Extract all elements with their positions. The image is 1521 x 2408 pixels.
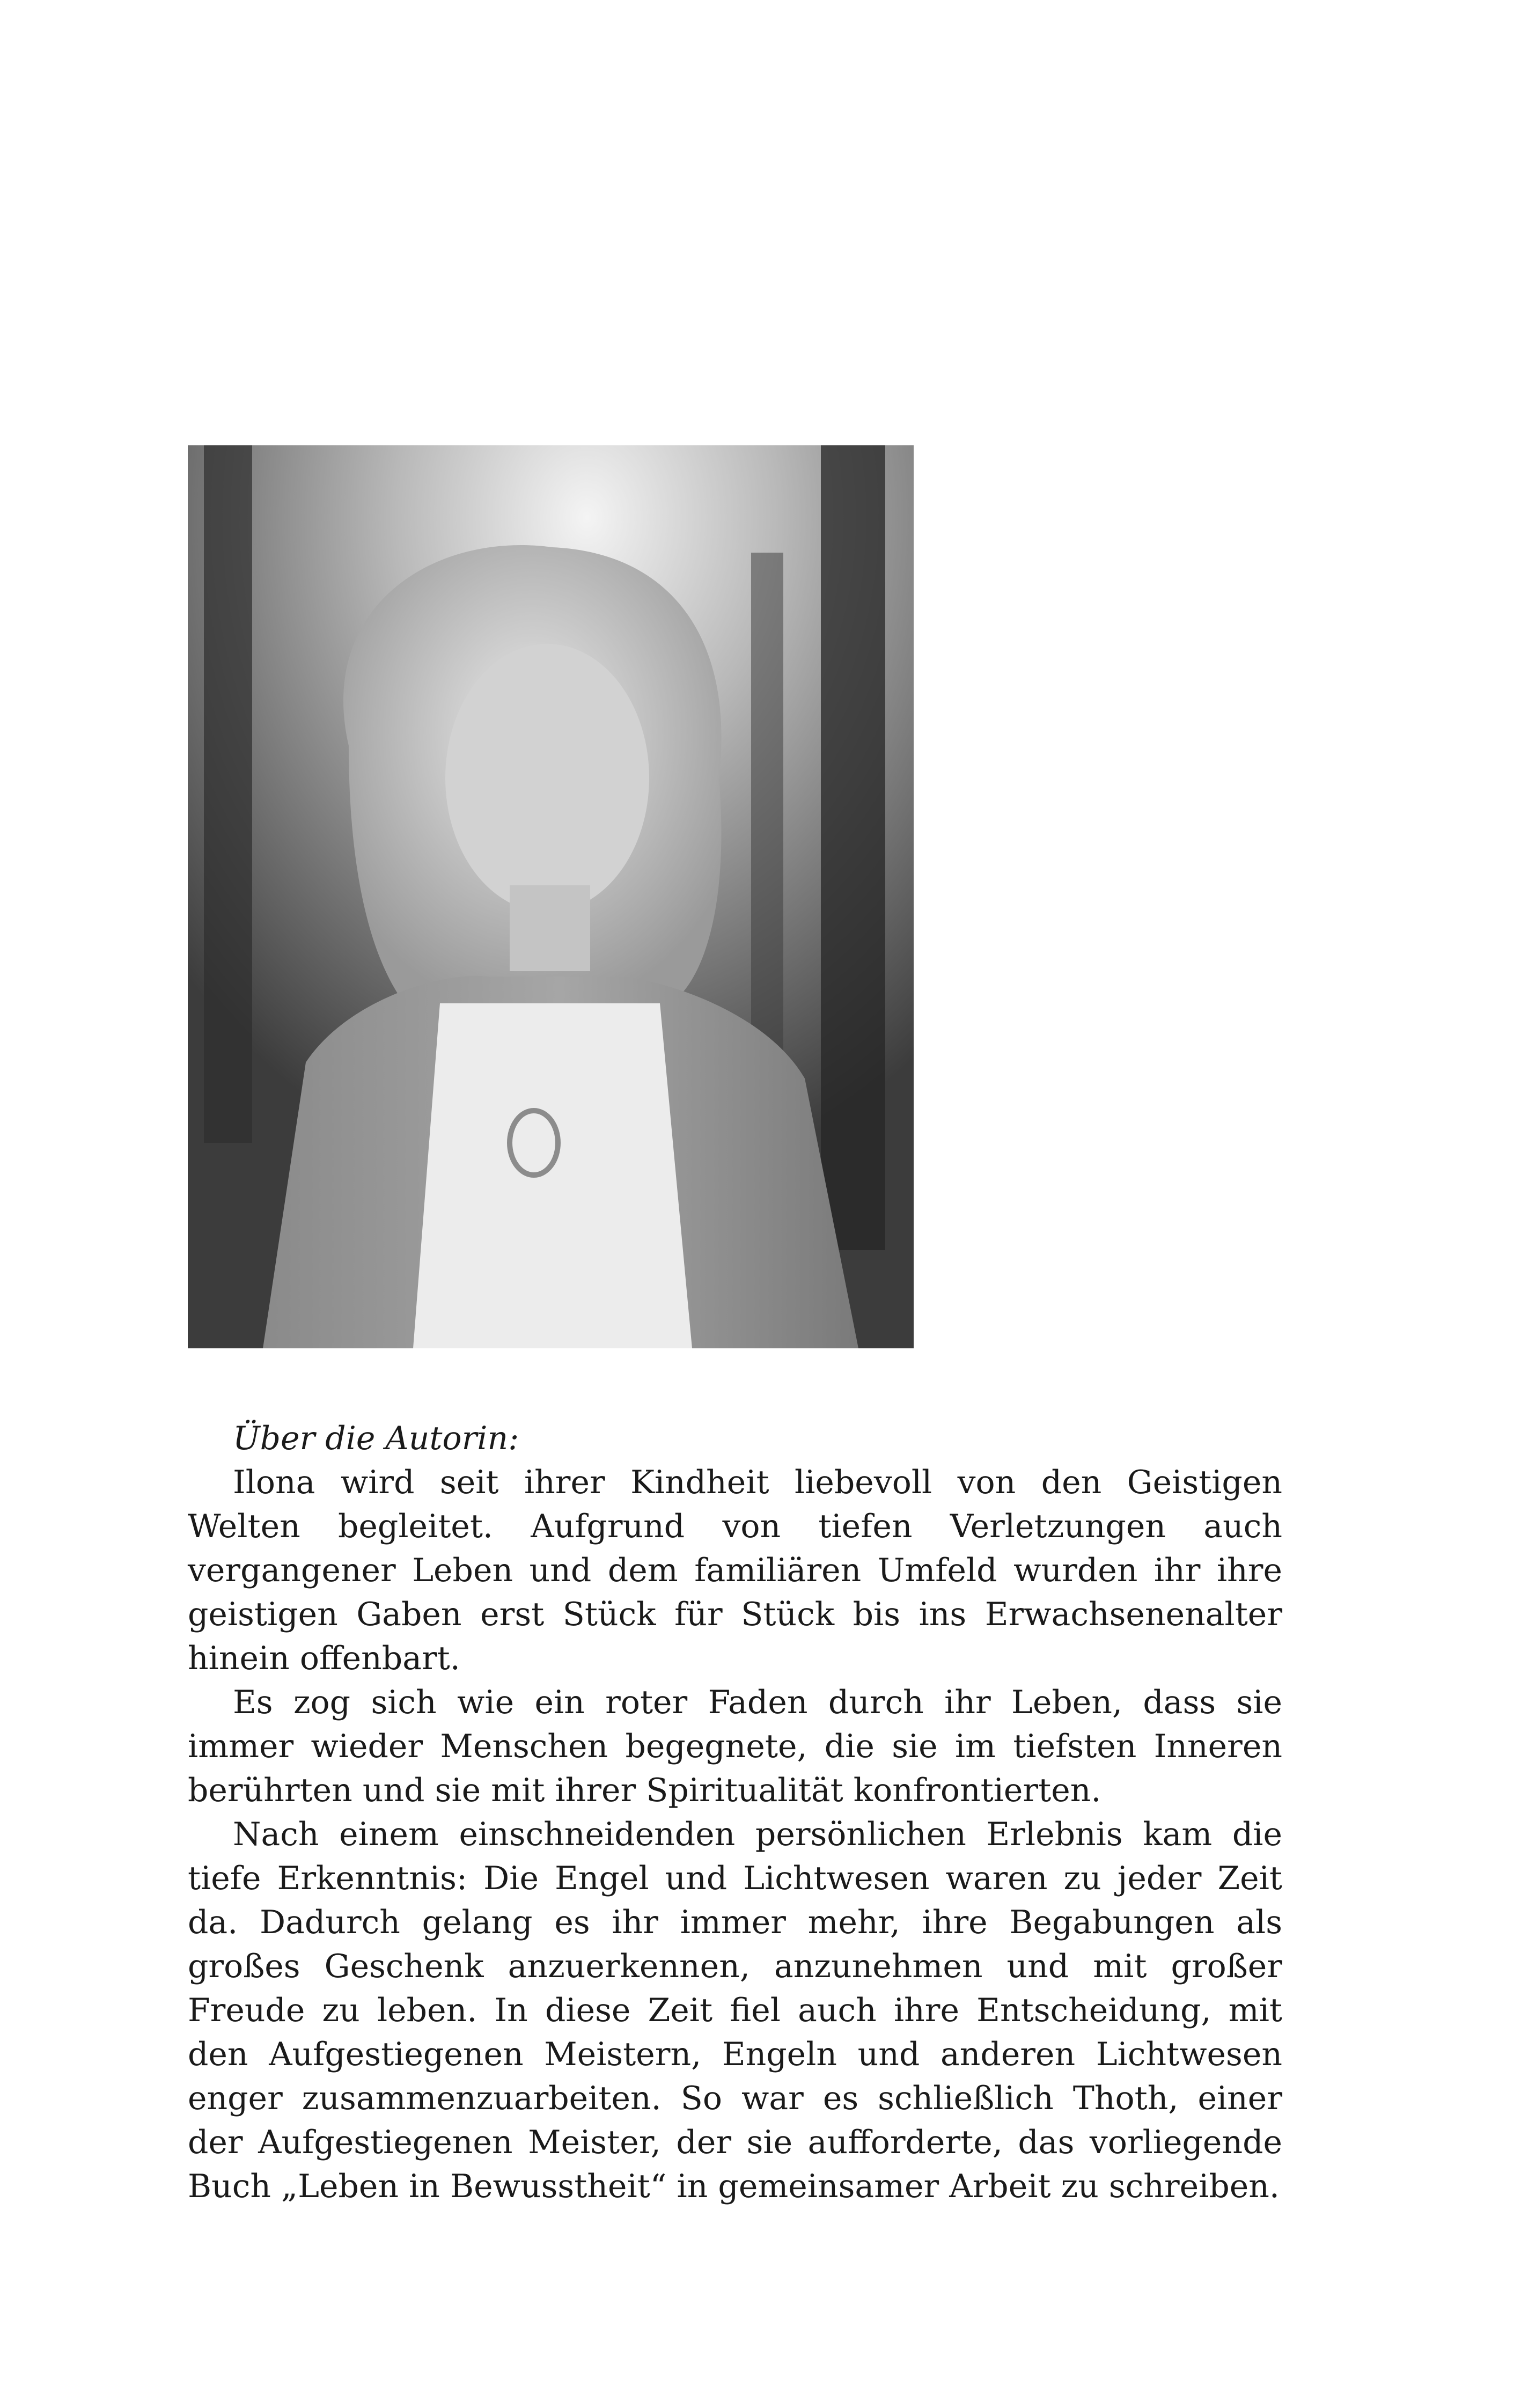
bio-heading: Über die Autorin: bbox=[233, 1420, 519, 1457]
author-bio bbox=[188, 1416, 1282, 2208]
bio-paragraph: Ilona wird seit ihrer Kindheit liebevoll von den Geistigen Welten begleitet. Aufgrund von tiefen Verletzungen auch vergangener Leben und dem familiären Umfeld wurden ihr ihre geistigen Gaben erst Stück für Stück bis ins Erwachsenenalter hinein offenbart. bbox=[188, 1464, 1282, 1677]
bio-paragraph: Nach einem einschneidenden persönlichen Erlebnis kam die tiefe Erkenntnis: Die Engel und Lichtwesen waren zu jeder Zeit da. Dadurch gelang es ihr immer mehr, ihre Begabungen als großes Geschenk anzuerkennen, anzunehmen und mit großer Freude zu leben. In diese Zeit fiel auch ihre Entscheidung, mit den Aufgestiegenen Meistern, Engeln und anderen Lichtwesen enger zusammenzuarbeiten. So war es schließlich Thoth, einer der Aufgestiegenen Meister, der sie aufforderte, das vorliegende Buch „Leben in Bewusstheit“ in gemeinsamer Arbeit zu schreiben. bbox=[188, 1816, 1282, 2205]
author-portrait-photo bbox=[188, 445, 914, 1348]
bio-paragraph: Es zog sich wie ein roter Faden durch ihr Leben, dass sie immer wieder Menschen begegnete, die sie im tiefsten Inneren berührten und sie mit ihrer Spiritualität konfrontierten. bbox=[188, 1684, 1282, 1809]
